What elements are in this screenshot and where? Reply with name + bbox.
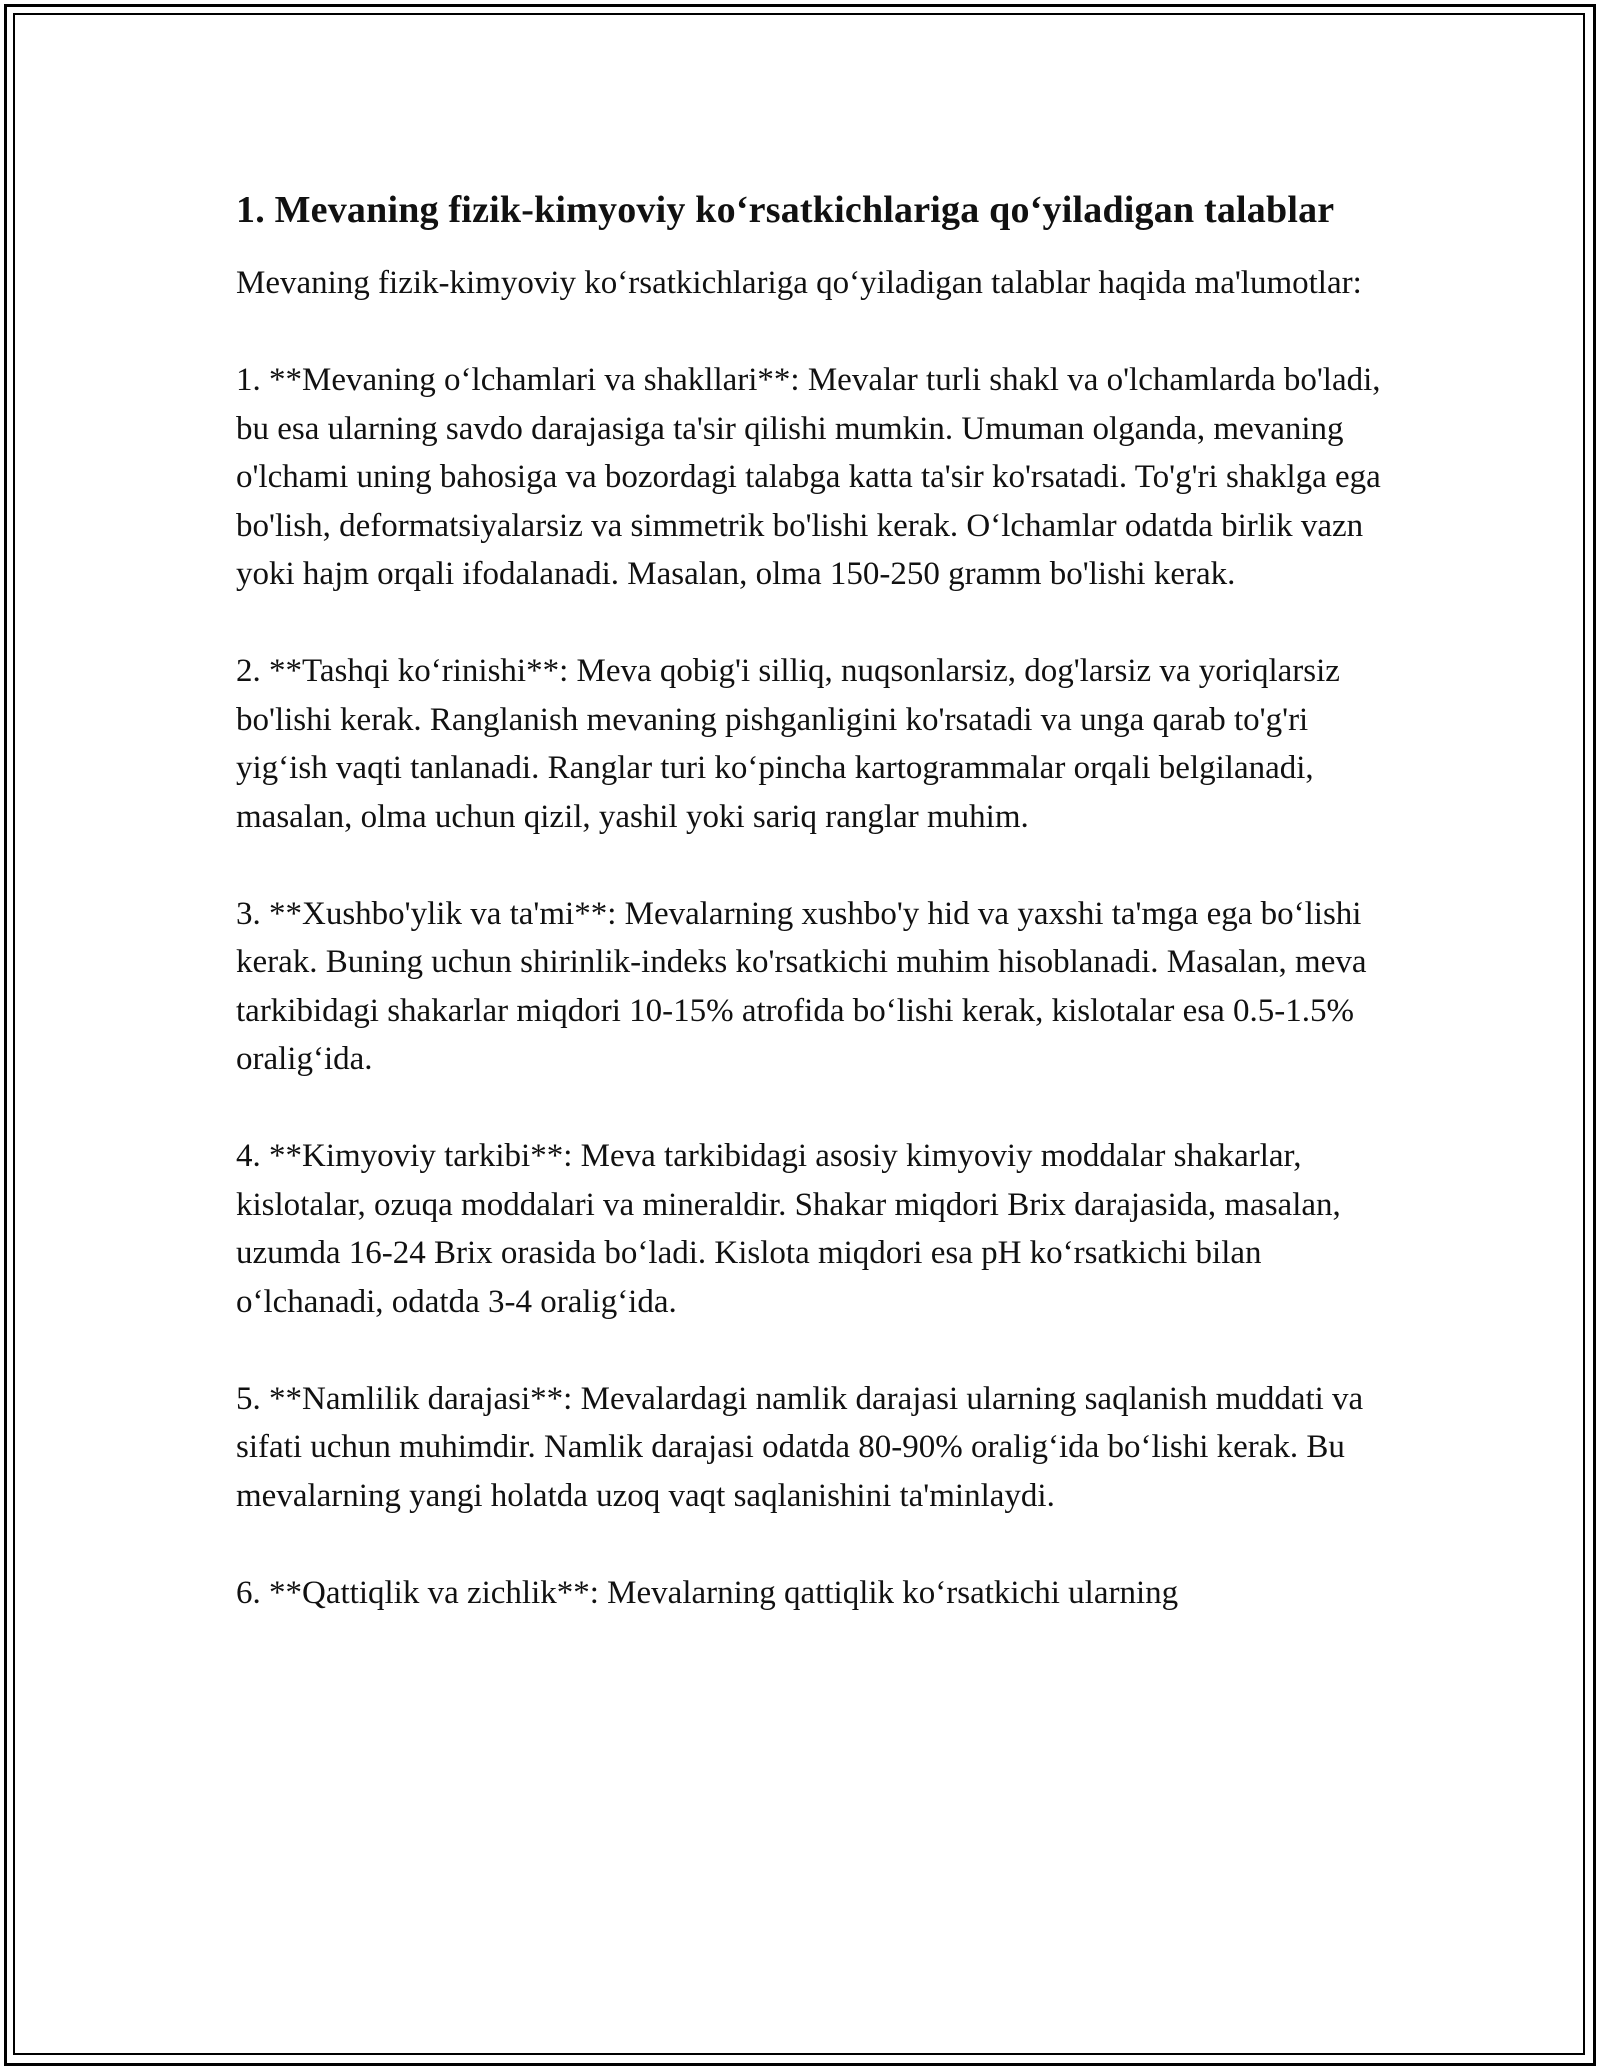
list-item-firmness: 6. **Qattiqlik va zichlik**: Mevalarning qattiqlik ko‘rsatkichi ularning [236, 1574, 1179, 1611]
intro-paragraph: Mevaning fizik-kimyoviy ko‘rsatkichlariga qo‘yiladigan talablar haqida ma'lumotlar: [236, 265, 1362, 301]
list-item-moisture: 5. **Namlilik darajasi**: Mevalardagi namlik darajasi ularning saqlanish muddati va sifati uchun muhimdir. Namlik darajasi odatda 80-90% oralig‘ida bo‘lishi kerak. Bu mevalarning yangi holatda uzoq vaqt saqlanishini ta'minlaydi. [236, 1380, 1364, 1514]
list-item-aroma-taste: 3. **Xushbo'ylik va ta'mi**: Mevalarning xushbo'y hid va yaxshi ta'mga ega bo‘lishi kerak. Buning uchun shirinlik-indeks ko'rsatkichi muhim hisoblanadi. Masalan, meva tarkibidagi shakarlar miqdori 10-15% atrofida bo‘lishi kerak, kislotalar esa 0.5-1.5% oralig‘ida. [236, 895, 1367, 1077]
document-title: 1. Mevaning fizik-kimyoviy ko‘rsatkichlariga qo‘yiladigan talablar [236, 189, 1335, 231]
list-item-appearance: 2. **Tashqi ko‘rinishi**: Meva qobig'i silliq, nuqsonlarsiz, dog'larsiz va yoriqlarsiz bo'lishi kerak. Ranglanish mevaning pishganligini ko'rsatadi va unga qarab to'g'ri yig‘ish vaqti tanlanadi. Ranglar turi ko‘pincha kartogrammalar orqali belgilanadi, masalan, olma uchun qizil, yashil yoki sariq ranglar muhim. [236, 653, 1340, 835]
document-body [236, 182, 1382, 1617]
list-item-dimensions: 1. **Mevaning o‘lchamlari va shakllari**: Mevalar turli shakl va o'lchamlarda bo'ladi, bu esa ularning savdo darajasiga ta'sir qilishi mumkin. Umuman olganda, mevaning o'lchami uning bahosiga va bozordagi talabga katta ta'sir ko'rsatadi. To'g'ri shaklga ega bo'lish, deformatsiyalarsiz va simmetrik bo'lishi kerak. O‘lchamlar odatda birlik vazn yoki hajm orqali ifodalanadi. Masalan, olma 150-250 gramm bo'lishi kerak. [236, 362, 1381, 592]
list-item-chemical-composition: 4. **Kimyoviy tarkibi**: Meva tarkibidagi asosiy kimyoviy moddalar shakarlar, kislotalar, ozuqa moddalari va mineraldir. Shakar miqdori Brix darajasida, masalan, uzumda 16-24 Brix orasida bo‘ladi. Kislota miqdori esa pH ko‘rsatkichi bilan o‘lchanadi, odatda 3-4 oralig‘ida. [236, 1138, 1341, 1320]
